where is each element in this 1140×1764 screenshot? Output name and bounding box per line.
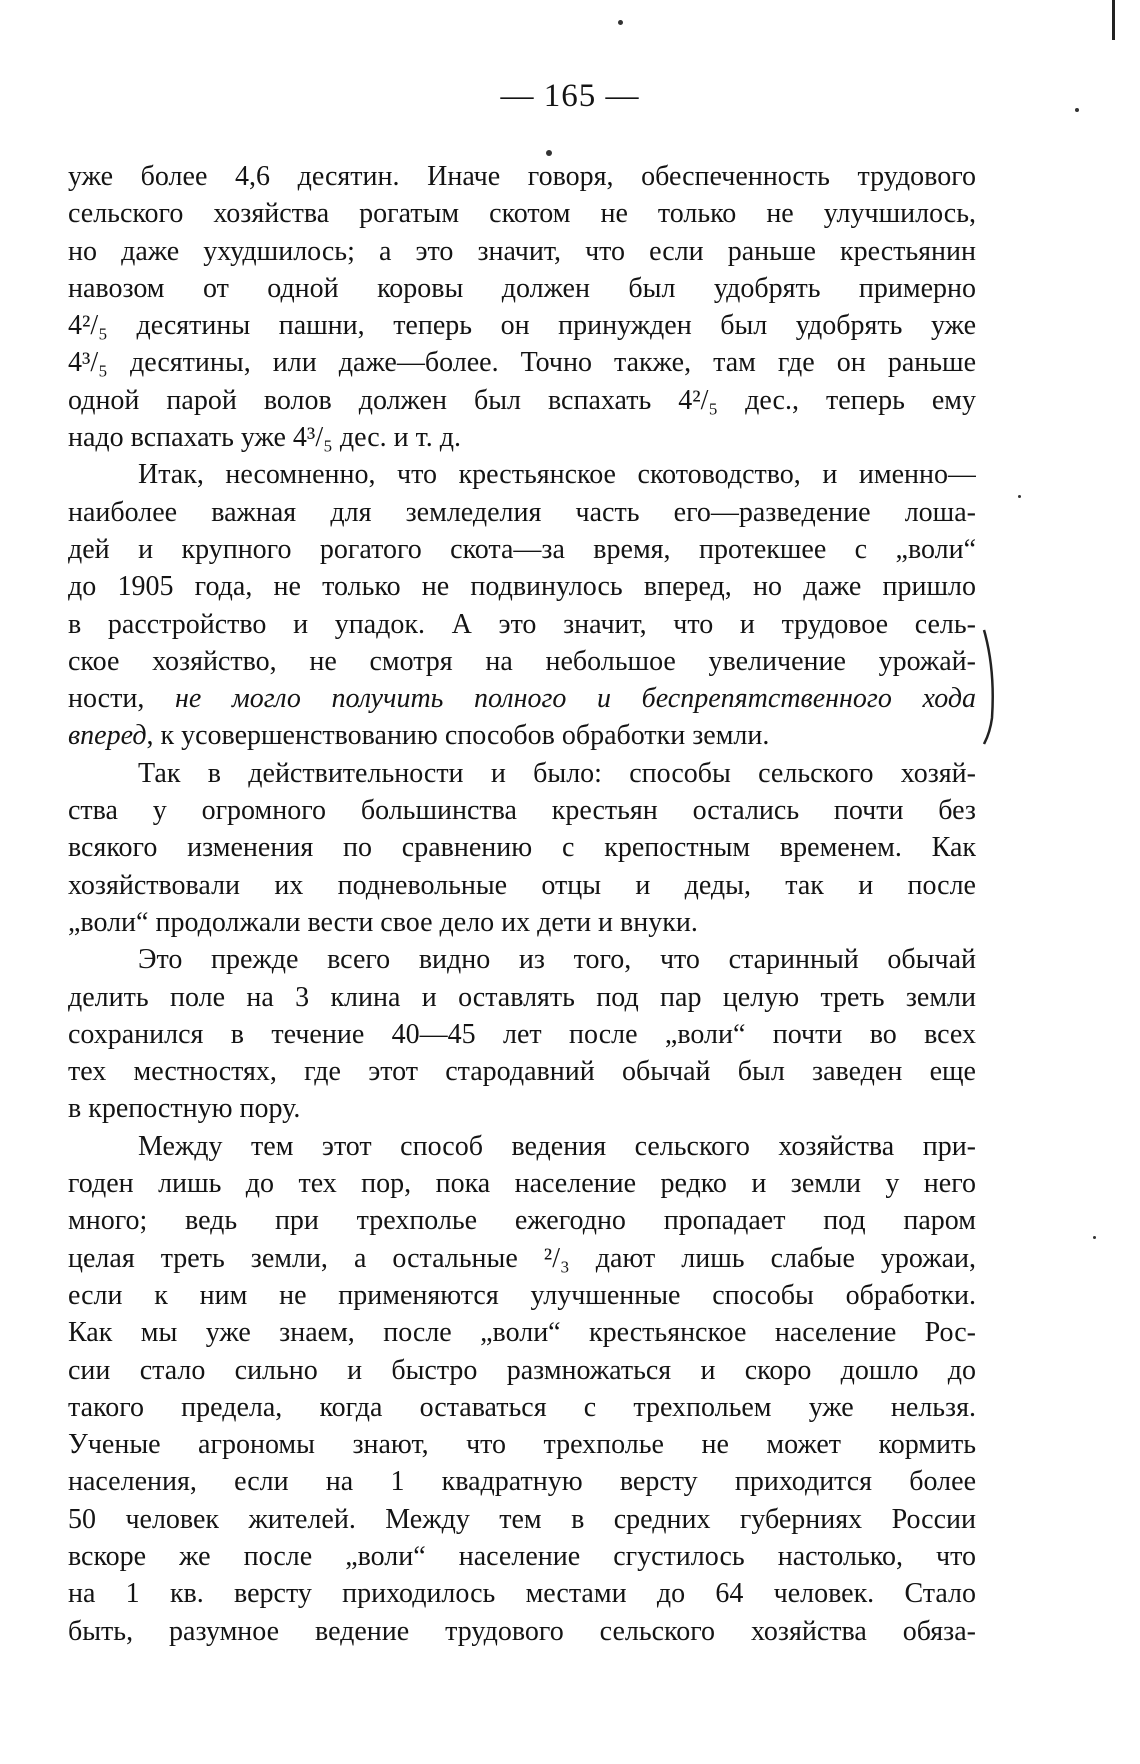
text-line: сии стало сильно и быстро размножаться и скоро дошло до — [68, 1354, 976, 1386]
text-line: ское хозяйство, не смотря на небольшое увеличение урожай- — [68, 645, 976, 677]
text-line: ства у огромного большинства крестьян остались почти без — [68, 795, 976, 827]
scan-speck — [618, 20, 623, 25]
scan-speck — [546, 150, 552, 156]
text-line: уже более 4,6 десятин. Иначе говоря, обеспеченность трудового — [68, 161, 976, 192]
text-fragment: ности, — [68, 683, 175, 715]
text-line: Как мы уже знаем, после „воли“ крестьянское население Рос- — [68, 1317, 976, 1349]
text-line: одной парой волов должен был вспахать 4²/₅ дес., теперь ему — [68, 384, 976, 416]
text-line: тех местностях, где этот стародавний обычай был заведен еще — [68, 1056, 976, 1088]
italic-emphasis: вперед — [68, 720, 147, 752]
text-line: в крепостную пору. — [68, 1093, 301, 1125]
text-line: сельского хозяйства рогатым скотом не только не улучшилось, — [68, 198, 976, 230]
text-line: надо вспахать уже 4³/₅ дес. и т. д. — [68, 422, 462, 454]
text-line: такого предела, когда оставаться с трехпольем уже нельзя. — [68, 1391, 976, 1423]
text-line: всякого изменения по сравнению с крепостным временем. Как — [68, 832, 976, 864]
page-number: — 165 — — [500, 78, 640, 114]
scan-edge-mark — [1112, 0, 1115, 40]
text-line: целая треть земли, а остальные ²/₃ дают лишь слабые урожаи, — [68, 1242, 976, 1274]
text-line-mixed — [68, 680, 976, 717]
text-line: дей и крупного рогатого скота—за время, протекшее с „воли“ — [68, 533, 976, 565]
text-line: 50 человек жителей. Между тем в средних губерниях России — [68, 1503, 976, 1535]
text-line: Ученые агрономы знают, что трехполье не может кормить — [68, 1429, 976, 1461]
text-line-mixed — [68, 717, 976, 754]
scan-speck — [1075, 108, 1079, 112]
scan-speck — [1093, 1236, 1096, 1239]
text-line: делить поле на 3 клина и оставлять под пар целую треть земли — [68, 981, 976, 1013]
text-line: годен лишь до тех пор, пока население редко и земли у него — [68, 1168, 976, 1200]
text-line: сохранился в течение 40—45 лет после „воли“ почти во всех — [68, 1018, 976, 1050]
text-line: до 1905 года, не только не подвинулось вперед, но даже пришло — [68, 571, 976, 603]
text-line: „воли“ продолжали вести свое дело их дети и внуки. — [68, 906, 698, 938]
body-text — [68, 158, 976, 1650]
italic-emphasis: не могло получить полного и беспрепятственного хода — [174, 683, 976, 715]
text-line: если к ним не применяются улучшенные способы обработки. — [68, 1279, 976, 1311]
text-line: много; ведь при трехполье ежегодно пропадает под паром — [68, 1205, 976, 1237]
text-fragment: , к усовершенствованию способов обработки земли. — [146, 720, 770, 752]
text-line: 4³/₅ десятины, или даже—более. Точно также, там где он раньше — [68, 347, 976, 379]
text-line: но даже ухудшилось; а это значит, что если раньше крестьянин — [68, 235, 976, 267]
margin-bracket-mark — [982, 628, 996, 746]
text-line: в расстройство и упадок. А это значит, что и трудовое сель- — [68, 608, 976, 640]
text-line: населения, если на 1 квадратную версту приходится более — [68, 1466, 976, 1498]
text-line: быть, разумное ведение трудового сельского хозяйства обяза- — [68, 1615, 976, 1647]
text-line: Между тем этот способ ведения сельского хозяйства при- — [138, 1130, 976, 1162]
text-line: Это прежде всего видно из того, что старинный обычай — [138, 944, 976, 976]
text-line: Итак, несомненно, что крестьянское скотоводство, и именно— — [138, 459, 976, 491]
text-line: наиболее важная для земледелия часть его—разведение лоша- — [68, 496, 976, 528]
text-line: на 1 кв. версту приходилось местами до 64 человек. Стало — [68, 1578, 976, 1610]
text-line: хозяйствовали их подневольные отцы и деды, так и после — [68, 869, 976, 901]
text-line: навозом от одной коровы должен был удобрять примерно — [68, 272, 976, 304]
text-line: 4²/₅ десятины пашни, теперь он принужден был удобрять уже — [68, 310, 976, 342]
scan-speck — [1018, 495, 1021, 498]
text-line: Так в действительности и было: способы сельского хозяй- — [138, 757, 976, 789]
text-line: вскоре же после „воли“ население сгустилось настолько, что — [68, 1540, 976, 1572]
